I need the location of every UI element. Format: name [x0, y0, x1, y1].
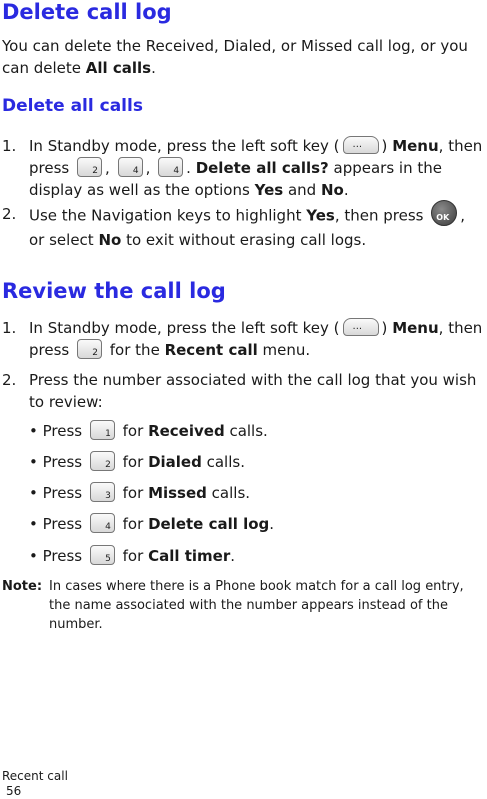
key-2-icon	[77, 157, 102, 177]
step-text-part: In Standby mode, press the left soft key (	[29, 319, 340, 337]
bullet-pre: • Press	[29, 547, 83, 565]
step-text-part: , then press	[334, 206, 424, 225]
bullet-post: calls.	[206, 484, 251, 502]
recent-call-bold: Recent call	[164, 341, 258, 359]
step-text	[29, 135, 485, 201]
key-label: 4	[132, 165, 139, 176]
yes-bold: Yes	[254, 181, 284, 199]
key-label: 5	[105, 553, 111, 564]
key-label: ···	[352, 141, 363, 153]
key-2-icon	[77, 339, 102, 359]
key-4-icon	[118, 157, 143, 177]
bullet-post: .	[230, 547, 235, 565]
page-title: Delete call log	[2, 0, 172, 24]
bullet-pre: • Press	[29, 422, 83, 440]
step-text: Press the number associated with the call log that you wish to review:	[29, 371, 477, 411]
step-text-part: to exit without erasing call logs.	[126, 231, 367, 249]
intro-end: .	[151, 59, 156, 77]
no-bold: No	[98, 231, 122, 249]
subsection-title: Delete all calls	[2, 96, 143, 116]
bullet-pre: • Press	[29, 453, 83, 471]
bullet-item	[29, 451, 245, 473]
step-number: 1.	[2, 319, 17, 337]
key-3-icon	[90, 482, 115, 502]
bullet-item	[29, 420, 268, 442]
bullet-item	[29, 513, 274, 535]
intro-bold: All calls	[85, 59, 152, 77]
bullet-post: .	[269, 515, 275, 533]
bullet-mid: for	[122, 422, 144, 440]
note-text: In cases where there is a Phone book match for a call log entry, the name associated with the number appears instead of the number.	[49, 579, 464, 632]
menu-bold: Menu	[392, 137, 439, 155]
step-text	[29, 203, 485, 251]
step-text-part: menu.	[262, 341, 311, 359]
bullet-bold: Call timer	[148, 547, 231, 565]
key-2-icon	[90, 451, 115, 471]
step-text-part: .	[186, 159, 191, 177]
step-number: 1.	[2, 137, 17, 155]
step-text-part: ,	[145, 159, 151, 177]
bullet-pre: • Press	[29, 484, 83, 502]
key-1-icon	[90, 420, 115, 440]
bullet-pre: • Press	[29, 515, 83, 533]
key-label: ···	[352, 323, 363, 335]
delete-all-bold: Delete all calls?	[195, 159, 329, 177]
key-label: 4	[173, 165, 180, 176]
bullet-bold: Received	[148, 422, 225, 440]
step-text-part: , then press	[29, 137, 483, 177]
bullet-mid: for	[122, 453, 144, 471]
no-bold: No	[320, 181, 344, 199]
menu-bold: Menu	[392, 319, 439, 337]
left-soft-key-icon	[343, 136, 379, 154]
key-label: 4	[105, 521, 111, 532]
key-label: 2	[105, 459, 111, 470]
step-text-part: Use the Navigation keys to highlight	[29, 206, 302, 225]
page-number: 56	[6, 784, 22, 798]
step-text-part: , then press	[29, 319, 483, 359]
key-label: 2	[92, 347, 98, 358]
bullet-item	[29, 545, 235, 567]
step-text-part: appears in the display as well as the options	[29, 159, 442, 199]
step-text-part: for the	[109, 341, 160, 359]
step-text-part: )	[381, 137, 388, 155]
key-label: OK	[436, 213, 450, 222]
step-text-part: )	[381, 319, 388, 337]
step-text-part: .	[343, 181, 349, 199]
bullet-mid: for	[122, 484, 144, 502]
key-label: 2	[92, 165, 98, 176]
step-text-part: In Standby mode, press the left soft key (	[29, 137, 340, 155]
yes-bold: Yes	[306, 206, 335, 225]
step-text-part: , or select	[29, 206, 466, 249]
key-5-icon	[90, 545, 115, 565]
key-label: 3	[105, 490, 111, 501]
ok-key-icon	[431, 200, 457, 226]
key-4-icon	[90, 513, 115, 533]
bullet-bold: Delete call log	[148, 515, 270, 533]
footer-section: Recent call	[2, 769, 68, 783]
intro-paragraph	[2, 35, 486, 79]
bullet-mid: for	[122, 515, 144, 533]
note-label: Note:	[2, 579, 43, 594]
section-title: Review the call log	[2, 279, 226, 303]
bullet-bold: Missed	[148, 484, 207, 502]
step-number: 2.	[2, 371, 17, 389]
step-text-part: and	[287, 181, 317, 199]
bullet-bold: Dialed	[148, 453, 202, 471]
key-label: 1	[105, 428, 111, 439]
bullet-post: calls.	[224, 422, 268, 440]
step-text	[29, 317, 485, 361]
bullet-mid: for	[122, 547, 144, 565]
step-text-part: ,	[105, 159, 110, 177]
key-4-icon	[158, 157, 183, 177]
bullet-post: calls.	[201, 453, 245, 471]
left-soft-key-icon	[343, 318, 379, 336]
intro-text: You can delete the Received, Dialed, or Missed call log, or you can delete	[2, 37, 468, 77]
step-number: 2.	[2, 205, 17, 223]
bullet-item	[29, 482, 250, 504]
